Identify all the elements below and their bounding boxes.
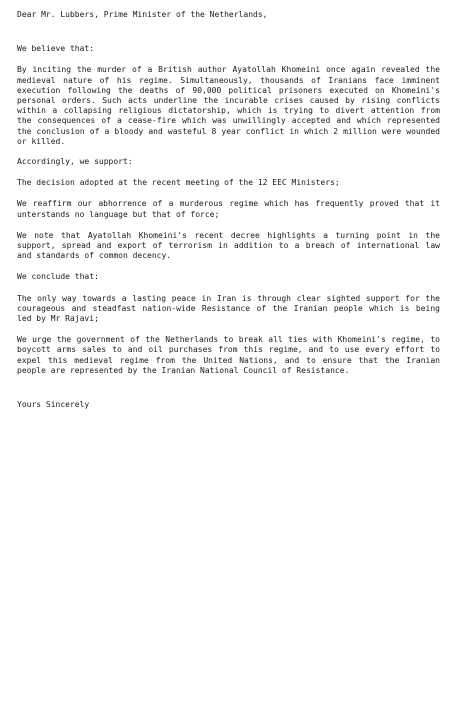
paragraph-inciting-murder: By inciting the murder of a British author Ayatollah Khomeini once again revealed the medieval nature of his regime. Simultaneously, thousands of Iranians face imminent execution following the deaths of 90,000 political prisoners executed on Khomeini's personal orders. Such acts underline the incurable crises caused by rising conflicts within a collapsing religious dictatorship, which is trying to divert attention from the consequences of a cease-fire which was unwillingly accepted and which represented the conclusion of a bloody and wasteful 8 year conflict in which 2 million were wounded or killed. bbox=[17, 65, 440, 146]
closing: Yours Sincerely bbox=[17, 400, 90, 410]
intro-believe: We believe that: bbox=[17, 44, 95, 54]
intro-support: Accordingly, we support: bbox=[17, 157, 133, 167]
intro-conclude: We conclude that: bbox=[17, 272, 99, 282]
paragraph-lasting-peace: The only way towards a lasting peace in Iran is through clear sighted support for the courageous and steadfast nation-wide Resistance of the Iranian people which is being led by Mr Rajavi; bbox=[17, 293, 440, 324]
paragraph-urge-government: We urge the government of the Netherlands to break all ties with Khomeini's regime, to boycott arms sales to and oil purchases from this regime, and to use every effort to expel this medieval regime from the United Nations, and to ensure that the Iranian people are represented by the Iranian National Council of Resistance. bbox=[17, 335, 440, 375]
paragraph-reaffirm: We reaffirm our abhorrence of a murderous regime which has frequently proved that it unterstands no language but that of force; bbox=[17, 199, 440, 219]
paragraph-terrorism-decree: We note that Ayatollah Khomeini's recent decree highlights a turning point in the support, spread and export of terrorism in addition to a breach of international law and standards of common decency. bbox=[17, 230, 440, 261]
salutation: Dear Mr. Lubbers, Prime Minister of the Netherlands, bbox=[17, 10, 268, 19]
paragraph-eec-decision: The decision adopted at the recent meeting of the 12 EEC Ministers; bbox=[17, 178, 340, 188]
